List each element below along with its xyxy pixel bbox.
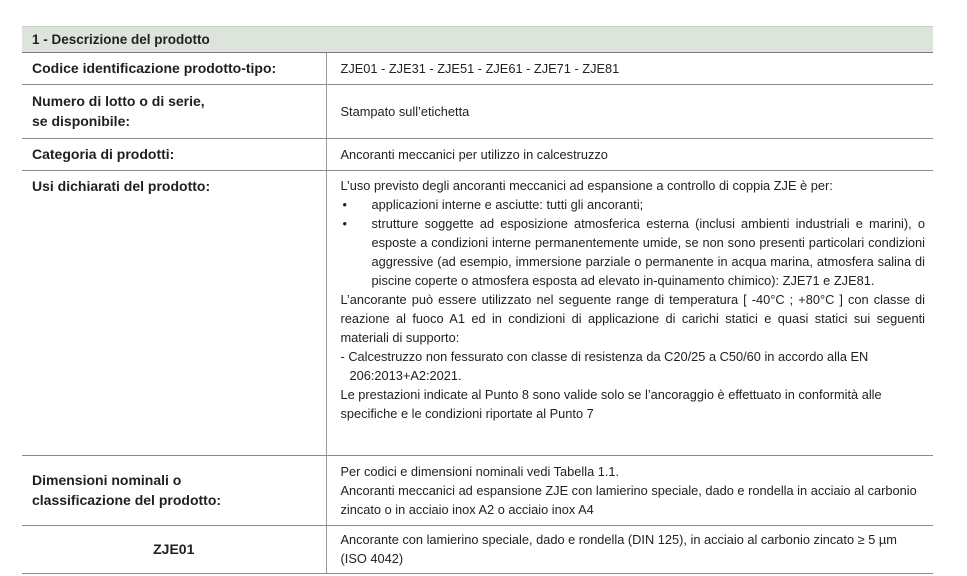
bullet-text: applicazioni interne e asciutte: tutti gli ancoranti; [371, 196, 644, 212]
label-line-1: Dimensioni nominali o [32, 472, 182, 488]
label-line-2: se disponibile: [32, 113, 131, 129]
label-text: Categoria di prodotti: [32, 146, 175, 162]
label-text: Codice identificazione prodotto-tipo: [32, 60, 277, 77]
row-label-codice [22, 53, 326, 84]
row-value-categoria [326, 138, 933, 170]
usi-performance: Le prestazioni indicate al Punto 8 sono valide solo se l’ancoraggio è effettuato in conformità alle specifiche e le condizioni riportate al Punto 7 [340, 386, 882, 421]
row-value-dimensioni [326, 455, 933, 525]
label-text: Usi dichiarati del prodotto: [32, 177, 211, 194]
dimensioni-line-2: Ancoranti meccanici ad espansione ZJE con lamierino speciale, dado e rondella in acciaio al carbonio zincato o in acciaio inox A2 o acciaio inox A4 [340, 482, 917, 517]
row-label-dimensioni [22, 455, 326, 525]
row-label-lotto [22, 84, 326, 138]
label-text: ZJE01 [153, 541, 195, 557]
row-label-categoria [22, 138, 326, 170]
label-line-1: Numero di lotto o di serie, [32, 93, 205, 109]
table-row [22, 455, 933, 525]
row-value-codice [326, 53, 933, 84]
usi-material: - Calcestruzzo non fessurato con classe di resistenza da C20/25 a C50/60 in accordo alla EN 206:2013+A2:2021. [340, 348, 869, 383]
dimensioni-line-1: Per codici e dimensioni nominali vedi Tabella 1.1. [340, 463, 620, 479]
row-label-usi [22, 170, 326, 455]
section-header [22, 26, 933, 53]
bullet-icon: • [342, 196, 347, 212]
usi-intro: L’uso previsto degli ancoranti meccanici ad espansione a controllo di coppia ZJE è per: [340, 177, 833, 193]
row-value-zje01 [326, 525, 933, 573]
value-text: Stampato sull’etichetta [340, 103, 470, 119]
table-row [22, 84, 933, 138]
table-row [22, 170, 933, 455]
value-text: Ancoranti meccanici per utilizzo in calcestruzzo [340, 146, 608, 162]
value-text: Ancorante con lamierino speciale, dado e rondella (DIN 125), in acciaio al carbonio zincato ≥ 5 µm (ISO 4042) [340, 532, 897, 566]
list-item [341, 214, 926, 290]
row-label-zje01 [22, 525, 326, 573]
table-row [22, 53, 933, 84]
usi-temperature: L’ancorante può essere utilizzato nel seguente range di temperatura [ -40°C ; +80°C ] con classe di reazione al fuoco A1 ed in condizioni di applicazione di carichi statici e quasi statici sui seguenti materiali di supporto: [340, 291, 925, 345]
table-row [22, 138, 933, 170]
row-value-usi [326, 170, 933, 455]
product-spec-table [22, 53, 933, 574]
section-title: 1 - Descrizione del prodotto [32, 32, 210, 47]
list-item [341, 195, 926, 214]
bullet-icon: • [342, 215, 347, 231]
label-line-2: classificazione del prodotto: [32, 492, 222, 508]
product-description-sheet [22, 26, 933, 574]
value-text: ZJE01 - ZJE31 - ZJE51 - ZJE61 - ZJE71 - ZJE81 [340, 60, 620, 76]
bullet-text: strutture soggette ad esposizione atmosferica esterna (inclusi ambienti industriali e marini), o esposte a condizioni interne permanentemente umide, se non sono presenti particolari condizioni aggressive (ad esempio, immersione parziale o permanente in acqua marina, atmosfera salina di piscine coperte o atmosfera esposta ad elevato in-quinamento chimico): ZJE71 e ZJE81. [371, 215, 925, 288]
table-row [22, 525, 933, 573]
row-value-lotto [326, 84, 933, 138]
